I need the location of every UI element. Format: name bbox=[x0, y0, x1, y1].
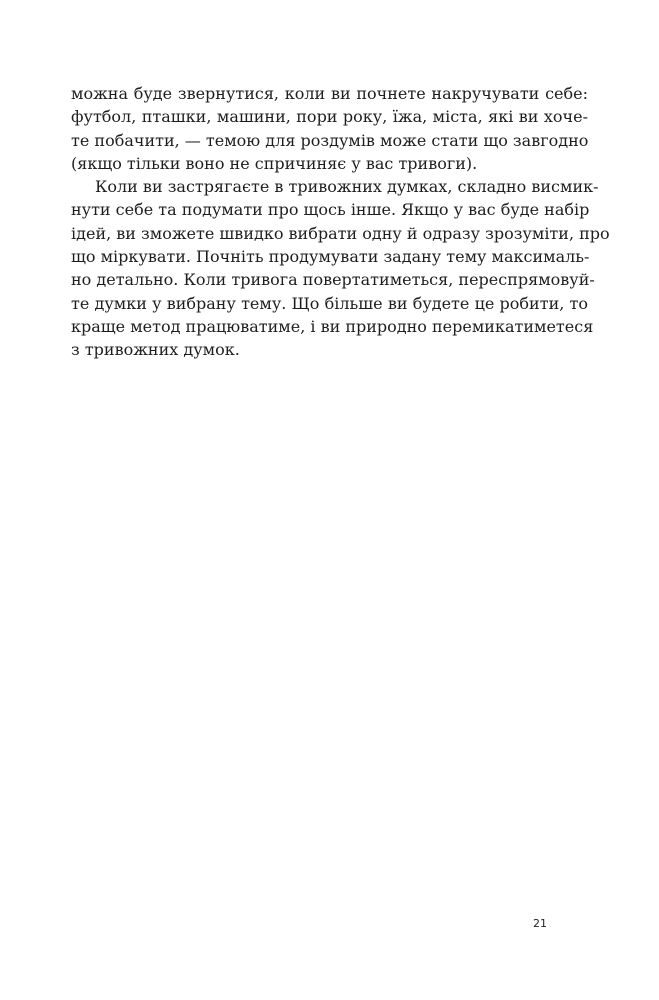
text-line: можна буде звернутися, коли ви почнете накручувати себе: bbox=[71, 84, 588, 103]
text-line: но детально. Коли тривога повертатиметься, переспрямовуй- bbox=[71, 270, 595, 290]
text-line: нути себе та подумати про щось інше. Якщо у вас буде набір bbox=[71, 200, 590, 220]
text-line: Коли ви застрягаєте в тривожних думках, складно висмик- bbox=[95, 177, 599, 197]
body-text bbox=[71, 82, 610, 362]
text-line: що міркувати. Почніть продумувати задану тему максималь- bbox=[71, 247, 590, 267]
text-line: те думки у вибрану тему. Що більше ви будете це робити, то bbox=[71, 293, 588, 313]
page-number: 21 bbox=[533, 917, 547, 930]
text-line: з тривожних думок. bbox=[71, 340, 240, 360]
paragraph bbox=[71, 82, 588, 175]
text-line: футбол, пташки, машини, пори року, їжа, міста, які ви хоче- bbox=[71, 107, 588, 127]
paragraph bbox=[71, 175, 610, 361]
text-line: ідей, ви зможете швидко вибрати одну й одразу зрозуміти, про bbox=[71, 223, 610, 243]
text-line: (якщо тільки воно не спричиняє у вас тривоги). bbox=[71, 153, 478, 173]
text-line: те побачити, — темою для роздумів може стати що завгодно bbox=[71, 130, 589, 150]
text-line: краще метод працюватиме, і ви природно перемикатиметеся bbox=[71, 316, 594, 336]
